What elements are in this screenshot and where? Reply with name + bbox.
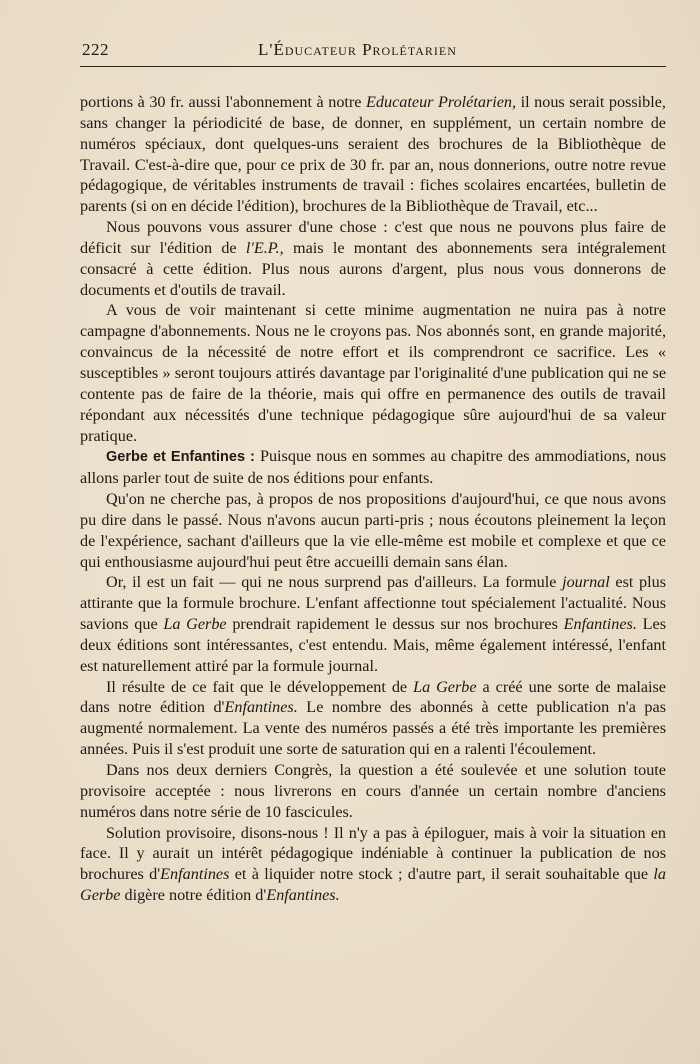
running-head bbox=[80, 38, 666, 67]
text-segment: A vous de voir maintenant si cette minime augmentation ne nuira pas à notre campagne d'abonnements. Nous ne le croyons pas. Nos abonnés sont, en grande majorité, convaincus de la nécessité de notre effort et ils comprendront ce sacrifice. Les « susceptibles » seront toujours attirés davantage par l'originalité d'une publication qui ne se contente pas de faire de la théorie, mais qui offre en permanence des outils de travail répondant aux nécessités d'une technique pédagogique sûre aujourd'hui de sa valeur pratique. bbox=[80, 301, 666, 445]
text-segment: mais le montant des abonnements sera intégralement consacré à cette édition. Plus nous aurons d'argent, plus nous vous donnerons de documents et d'outils de travail. bbox=[80, 238, 666, 299]
text-segment: Or, il est un fait — qui ne nous surprend pas d'ailleurs. La formule bbox=[106, 573, 563, 592]
italic-reference: Enfantines. bbox=[563, 615, 637, 634]
text-segment: digère notre édition d' bbox=[120, 886, 267, 905]
italic-reference: La Gerbe bbox=[163, 615, 227, 634]
text-segment: Le nombre des abonnés à cette publication n'a pas augmenté normalement. La vente des numéros passés a été très importante les premières années. Puis il s'est produit une sorte de saturation qui en a ralenti l'écoulement. bbox=[80, 698, 666, 759]
section-paragraph bbox=[80, 446, 666, 489]
text-segment: portions à 30 fr. aussi l'abonnement à notre bbox=[80, 93, 367, 111]
italic-reference: Enfantines bbox=[160, 865, 230, 884]
text-segment: Solution provisoire, disons-nous ! Il n'y a pas à épiloguer, mais à voir la situation en face. Il y aurait un intérêt pédagogique indéniable à continuer la publication de nos brochures d' bbox=[80, 823, 666, 884]
paragraph bbox=[80, 760, 666, 823]
text-segment: Puisque nous en sommes au chapitre des ammodiations, nous allons parler tout de suite de nos éditions pour enfants. bbox=[80, 447, 666, 488]
paragraph bbox=[80, 572, 666, 676]
text-segment: Il résulte de ce fait que le développement de bbox=[106, 677, 414, 696]
text-segment: Les deux éditions sont intéressantes, c'est entendu. Mais, même également intéressé, l'enfant est naturellement attiré par la formule journal. bbox=[80, 615, 666, 675]
italic-reference: l'E.P., bbox=[245, 238, 284, 257]
page-number: 222 bbox=[82, 40, 109, 59]
italic-reference: Enfantines. bbox=[266, 886, 340, 905]
italic-reference: La Gerbe bbox=[413, 677, 477, 696]
paragraph bbox=[80, 823, 666, 906]
text-segment: a créé une sorte de malaise dans notre édition d' bbox=[80, 677, 666, 717]
text-segment: Dans nos deux derniers Congrès, la question a été soulevée et une solution toute provisoire acceptée : nous livrerons en cours d'année un certain nombre d'anciens numéros dans notre série de 10 fascicules. bbox=[80, 761, 666, 821]
text-segment: est plus attirante que la formule brochure. L'enfant affectionne tout spécialement l'actualité. Nous savions que bbox=[80, 573, 667, 634]
text-segment: et à liquider notre stock ; d'autre part, il serait souhaitable que bbox=[229, 865, 654, 884]
italic-reference: Educateur Prolétarien, bbox=[366, 93, 517, 111]
paragraph bbox=[80, 92, 666, 217]
paragraph bbox=[80, 489, 666, 572]
text-segment: Nous pouvons vous assurer d'une chose : c'est que nous ne pouvons plus faire de déficit sur l'édition de bbox=[80, 218, 666, 257]
paragraph bbox=[80, 677, 666, 760]
section-heading: Gerbe et Enfantines : bbox=[106, 449, 255, 466]
text-segment: il nous serait possible, sans changer la périodicité de base, de donner, en supplément, un certain nombre de numéros spéciaux, dont quelques-uns seraient des brochures de la Bibliothèque de Travail. C'est-à-dire que, pour ce prix de 30 fr. par an, nous donnerions, outre notre revue pédagogique, de véritables instruments de travail : fiches scolaires encartées, bulletin de parents (si on en décide l'édition), brochures de la Bibliothèque de Travail, etc... bbox=[80, 93, 666, 216]
paragraph bbox=[80, 217, 666, 300]
italic-reference: journal bbox=[562, 573, 610, 592]
running-title: L'Éducateur Prolétarien bbox=[258, 40, 457, 59]
text-segment: Qu'on ne cherche pas, à propos de nos propositions d'aujourd'hui, ce que nous avons pu dire dans le passé. Nous n'avons aucun parti-pris ; nous écoutons pleinement la leçon de l'expérience, sachant d'ailleurs que la vie elle-même est mobile et complexe et que ce qui enthousiasme aujourd'hui peut être accueilli demain sans élan. bbox=[80, 490, 666, 571]
italic-reference: Enfantines. bbox=[224, 698, 298, 717]
paragraph bbox=[80, 300, 666, 446]
article-body bbox=[80, 92, 666, 906]
text-segment: prendrait rapidement le dessus sur nos brochures bbox=[226, 615, 564, 634]
italic-reference: la Gerbe bbox=[80, 865, 666, 905]
